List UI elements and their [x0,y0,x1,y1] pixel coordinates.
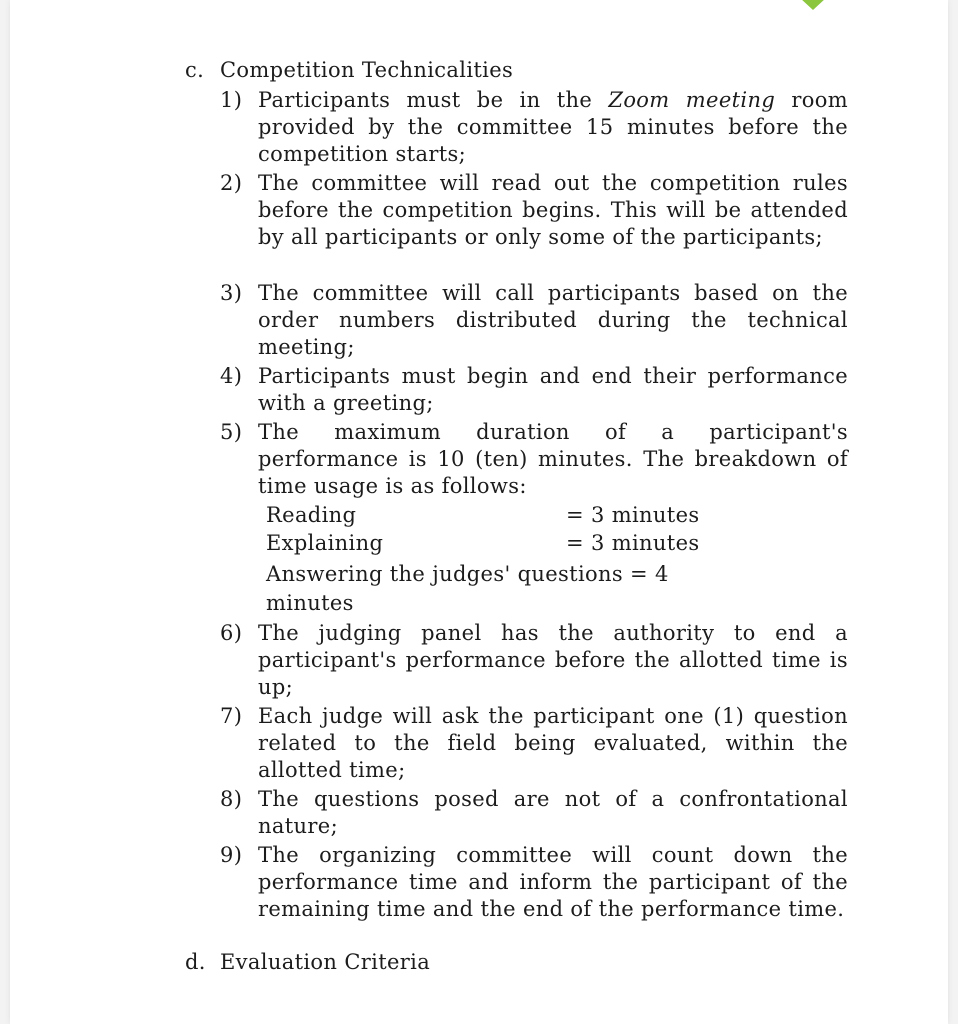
rule-item-4 [220,363,848,417]
rule-number: 8) [220,787,243,811]
breakdown-row [266,502,736,530]
rule-item-2 [220,170,848,250]
rule-text: Participants must begin and end their performance with a greeting; [258,364,848,415]
rule-item-6 [220,620,848,700]
rule-number: 3) [220,281,243,305]
logo-corner-icon [785,0,841,12]
rule-item-5 [220,419,848,499]
section-heading-d [185,949,430,976]
rule-item-9 [220,842,848,922]
rule-item-3 [220,280,848,360]
zoom-meeting-emphasis: Zoom meeting [608,88,776,112]
breakdown-value: = 3 minutes [566,503,700,527]
section-title: Competition Technicalities [220,58,514,82]
breakdown-row [266,530,736,558]
rule-text: The judging panel has the authority to end a participant's performance before the allotted time is up; [258,621,848,699]
breakdown-row [266,560,721,618]
rule-text: The questions posed are not of a confrontational nature; [258,787,848,838]
breakdown-value: = 3 minutes [566,531,700,555]
rule-number: 7) [220,704,243,728]
rule-text: Participants must be in the Zoom meeting room provided by the committee 15 minutes before the competition starts; [258,88,848,166]
breakdown-label: Answering the judges' questions = 4 minutes [266,562,669,615]
rule-number: 9) [220,843,243,867]
breakdown-label: Reading [266,503,357,527]
rule-item-7 [220,703,848,783]
rule-text: The committee will call participants based on the order numbers distributed during the technical meeting; [258,281,848,359]
rule-text: The committee will read out the competition rules before the competition begins. This will be attended by all participants or only some of the participants; [258,171,848,249]
section-heading-c [185,57,513,84]
rule-number: 2) [220,171,243,195]
rule-item-8 [220,786,848,840]
document-page [10,0,948,1024]
section-marker: c. [185,58,205,82]
rule-text: Each judge will ask the participant one (1) question related to the field being evaluated, within the allotted time; [258,704,848,782]
rule-item-1 [220,87,848,167]
rule-number: 5) [220,420,243,444]
time-breakdown [266,502,736,618]
rule-number: 4) [220,364,243,388]
rule-text: The organizing committee will count down the performance time and inform the participant of the remaining time and the end of the performance time. [258,843,848,921]
rule-number: 6) [220,621,243,645]
breakdown-label: Explaining [266,531,384,555]
rule-number: 1) [220,88,243,112]
section-marker: d. [185,950,206,974]
section-title: Evaluation Criteria [220,950,431,974]
rule-text: The maximum duration of a participant's performance is 10 (ten) minutes. The breakdown of time usage is as follows: [258,420,848,498]
